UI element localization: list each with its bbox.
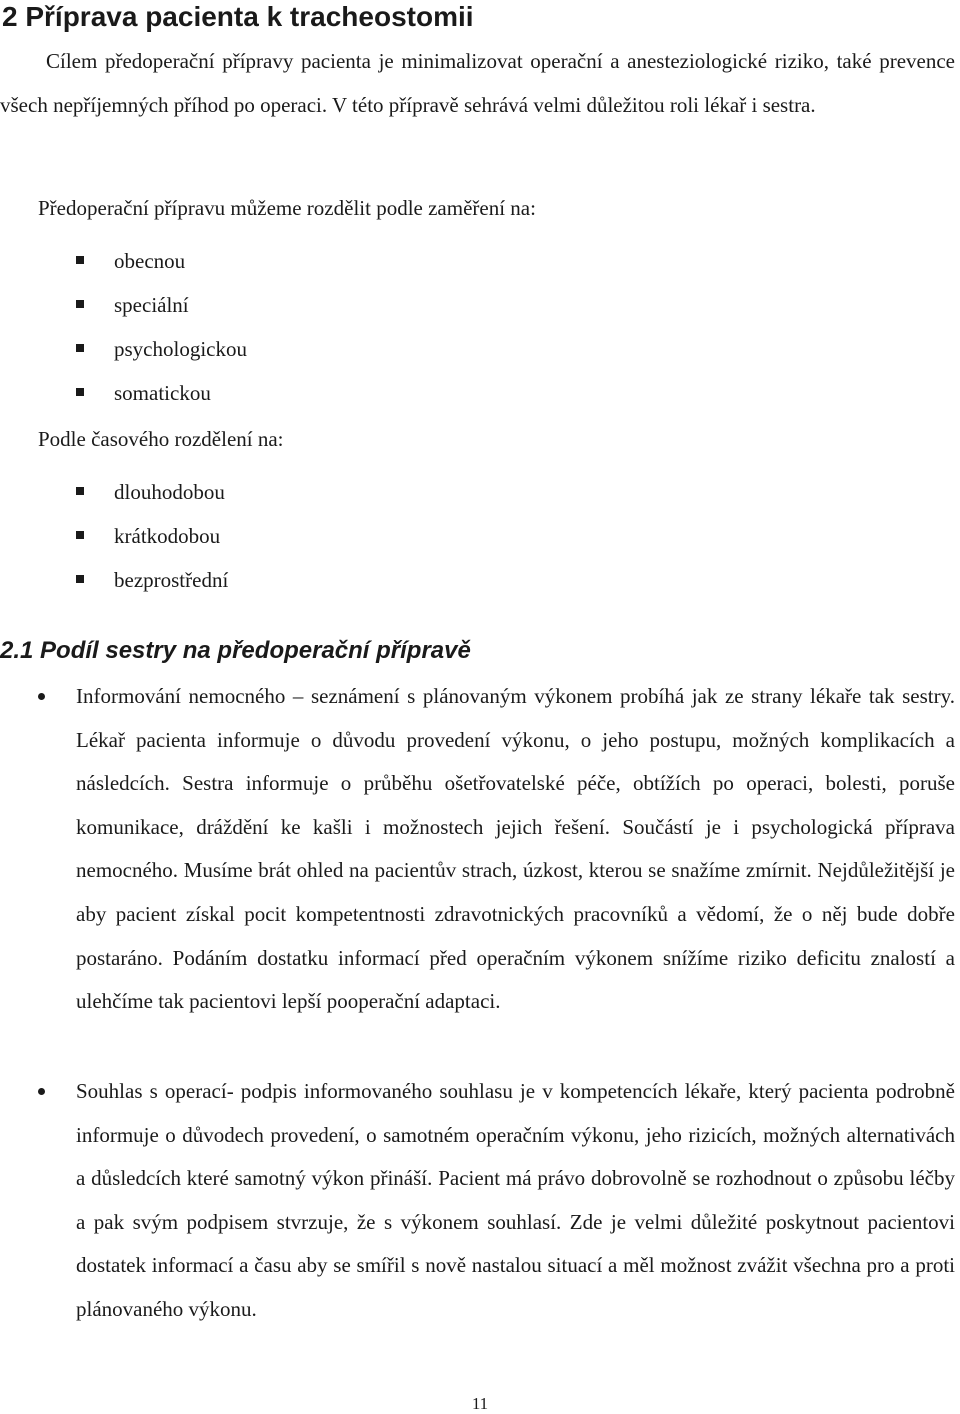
focus-intro: Předoperační přípravu můžeme rozdělit podle zaměření na: [38,196,536,220]
list-item: dlouhodobou [76,478,228,522]
list-item: psychologickou [76,335,247,379]
square-bullet-icon [76,388,84,396]
list-item: bezprostřední [76,566,228,610]
list-item: obecnou [76,247,247,291]
round-bullet-icon [38,1088,45,1095]
list-item: somatickou [76,379,247,423]
focus-list [76,247,247,423]
time-intro: Podle časového rozdělení na: [38,427,284,451]
list-item: krátkodobou [76,522,228,566]
square-bullet-icon [76,487,84,495]
chapter-heading: 2 Příprava pacienta k tracheostomii [2,1,474,32]
list-item: speciální [76,291,247,335]
round-bullet-icon [38,693,45,700]
square-bullet-icon [76,300,84,308]
document-page: 2 Příprava pacienta k tracheostomii Cílem předoperační přípravy pacienta je minimalizovat operační a anesteziologické riziko, také prevence všech nepříjemných příhod po operaci. V této přípravě sehrává velmi důležitou roli lékař i sestra. Předoperační přípravu můžeme rozdělit podle zaměření na: obecnou speciální psychologickou somatickou Podle časového rozdělení na: dlouhodobou krátkodobou bezprostřední 2.1 Podíl sestry na předoperační přípravě Informování nemocného – seznámení s plánovaným výkonem probíhá jak ze strany lékaře tak sestry. Lékař pacienta informuje o důvodu provedení výkonu, o jeho postupu, možných komplikacích a následcích. Sestra informuje o průběhu ošetřovatelské péče, obtížích po operaci, bolesti, poruše komunikace, dráždění ke kašli i možnostech jejich řešení. Součástí je i psychologická příprava nemocného. Musíme brát ohled na pacientův strach, úzkost, kterou se snažíme zmírnit. Nejdůležitější je aby pacient získal pocit kompetentnosti zdravotnických pracovníků a vědomí, že o něj bude dobře postaráno. Podáním dostatku informací před operačním výkonem snížíme riziko deficitu znalostí a ulehčíme tak pacientovi lepší pooperační adaptaci. Souhlas s operací- podpis informovaného souhlasu je v kompetencích lékaře, který pacienta podrobně informuje o důvodech provedení, o samotném operačním výkonu, jeho rizicích, možných alternativách a důsledcích které samotný výkon přináší. Pacient má právo dobrovolně se rozhodnout o způsobu léčby a pak svým podpisem stvrzuje, že s výkonem souhlasí. Zde je velmi důležité poskytnout pacientovi dostatek informací a času aby se smířil s nově nastalou situací a měl možnost zvážit všechna pro a proti plánovaného výkonu. 11 [0,0,960,1414]
square-bullet-icon [76,256,84,264]
square-bullet-icon [76,531,84,539]
page-number: 11 [471,1394,489,1413]
square-bullet-icon [76,344,84,352]
intro-paragraph: Cílem předoperační přípravy pacienta je minimalizovat operační a anesteziologické riziko, také prevence všech nepříjemných příhod po operaci. V této přípravě sehrává velmi důležitou roli lékař i sestra. [0,49,955,117]
section-heading: 2.1 Podíl sestry na předoperační přípravě [0,637,471,664]
time-list [76,478,228,610]
square-bullet-icon [76,575,84,583]
